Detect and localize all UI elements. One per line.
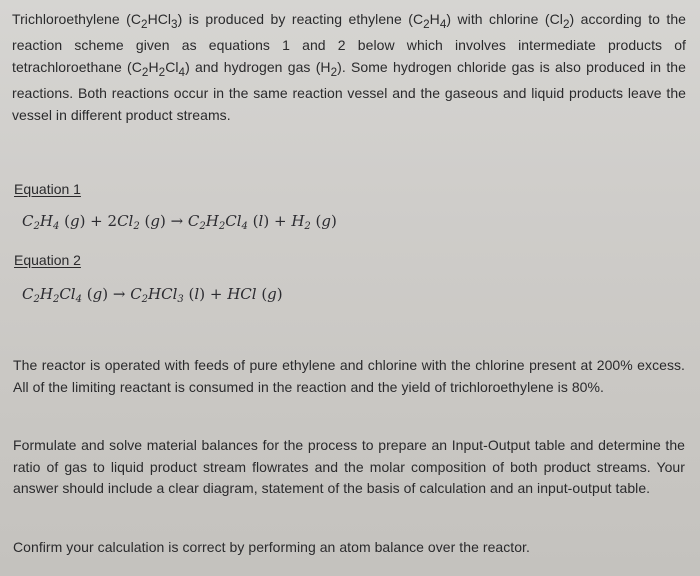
intro-paragraph: Trichloroethylene $(C_2HCl_3)$ is produced by reacting ethylene $(C_2H_4)$ with chlorine $(Cl_2)$ according to the reaction scheme given as equations 1 and 2 below which involves intermediate products of tetrachloroethane $(C_2H_2Cl_4)$ and hydrogen gas $(H_2)$. Some hydrogen chloride gas is also produced in the reactions. Both reactions occur in the same reaction vessel and the gaseous and liquid products leave the vessel in different product streams. (12, 11, 687, 123)
page-bottom-edge (0, 568, 700, 576)
equation-1: $C_2H_4$ $(g) + 2Cl_2$ $(g) \to C_2H_2Cl_4$ $(l) + H_2$ (g) (22, 212, 337, 232)
equation-2: $C_2H_2Cl_4$ $(g) \to C_2HCl_3$ (l) + HCl (g) (22, 285, 283, 305)
confirm-paragraph: Confirm your calculation is correct by performing an atom balance over the reactor. (13, 539, 530, 555)
equation-1-label: Equation 1 (14, 181, 81, 197)
task-paragraph: Formulate and solve material balances for the process to prepare an Input-Output table and determine the ratio of gas to liquid product stream flowrates and the molar composition of both product streams. Your answer should include a clear diagram, statement of the basis of calculation and an input-output table. (13, 437, 685, 496)
equation-2-label: Equation 2 (14, 252, 81, 268)
reactor-paragraph: The reactor is operated with feeds of pure ethylene and chlorine with the chlorine present at 200% excess. All of the limiting reactant is consumed in the reaction and the yield of trichloroethylene is 80%. (13, 357, 685, 395)
